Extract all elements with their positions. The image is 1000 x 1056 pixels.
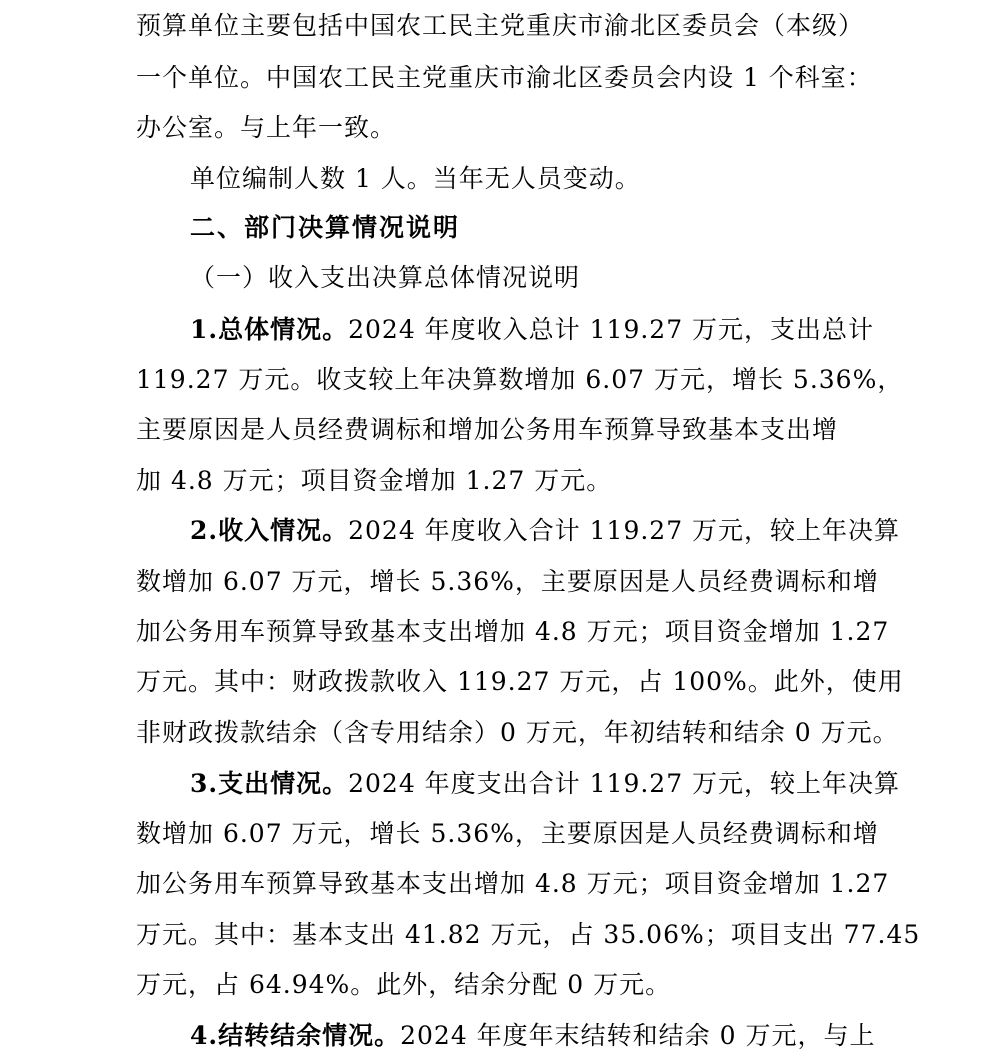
subsection-heading: （一）收入支出决算总体情况说明 (190, 263, 581, 292)
paragraph-line (190, 764, 900, 804)
paragraph-line: 万元，占 64.94%。此外，结余分配 0 万元。 (136, 970, 672, 999)
paragraph-line: 数增加 6.07 万元，增长 5.36%，主要原因是人员经费调标和增 (136, 567, 879, 596)
paragraph-line: 一个单位。中国农工民主党重庆市渝北区委员会内设 1 个科室： (136, 63, 873, 92)
paragraph-line: 万元。其中：财政拨款收入 119.27 万元，占 100%。此外，使用 (136, 667, 904, 696)
item-text: 2024 年度支出合计 119.27 万元，较上年决算 (348, 769, 901, 798)
item-text: 2024 年度年末结转和结余 0 万元，与上 (400, 1021, 876, 1050)
item-heading: 2.收入情况。 (190, 516, 349, 545)
paragraph-line: 加公务用车预算导致基本支出增加 4.8 万元；项目资金增加 1.27 (136, 617, 890, 646)
item-heading: 1.总体情况。 (190, 315, 349, 344)
paragraph-line (190, 1016, 875, 1056)
paragraph-line: 非财政拨款结余（含专用结余）0 万元，年初结转和结余 0 万元。 (136, 718, 899, 747)
paragraph-line (190, 310, 874, 350)
paragraph-line: 加公务用车预算导致基本支出增加 4.8 万元；项目资金增加 1.27 (136, 869, 890, 898)
paragraph-line: 预算单位主要包括中国农工民主党重庆市渝北区委员会（本级） (136, 11, 865, 40)
item-heading: 3.支出情况。 (190, 769, 349, 798)
paragraph-line: 单位编制人数 1 人。当年无人员变动。 (190, 164, 641, 193)
item-heading: 4.结转结余情况。 (190, 1021, 401, 1050)
paragraph-line: 主要原因是人员经费调标和增加公务用车预算导致基本支出增 (136, 415, 839, 444)
item-text: 2024 年度收入合计 119.27 万元，较上年决算 (348, 516, 901, 545)
paragraph-line (190, 511, 900, 551)
paragraph-line: 万元。其中：基本支出 41.82 万元，占 35.06%；项目支出 77.45 (136, 920, 921, 949)
section-heading: 二、部门决算情况说明 (190, 213, 461, 242)
paragraph-line: 加 4.8 万元；项目资金增加 1.27 万元。 (136, 466, 613, 495)
paragraph-line: 办公室。与上年一致。 (136, 113, 397, 142)
paragraph-line: 119.27 万元。收支较上年决算数增加 6.07 万元，增长 5.36%， (136, 365, 904, 394)
item-text: 2024 年度收入总计 119.27 万元，支出总计 (348, 315, 875, 344)
paragraph-line: 数增加 6.07 万元，增长 5.36%，主要原因是人员经费调标和增 (136, 819, 879, 848)
